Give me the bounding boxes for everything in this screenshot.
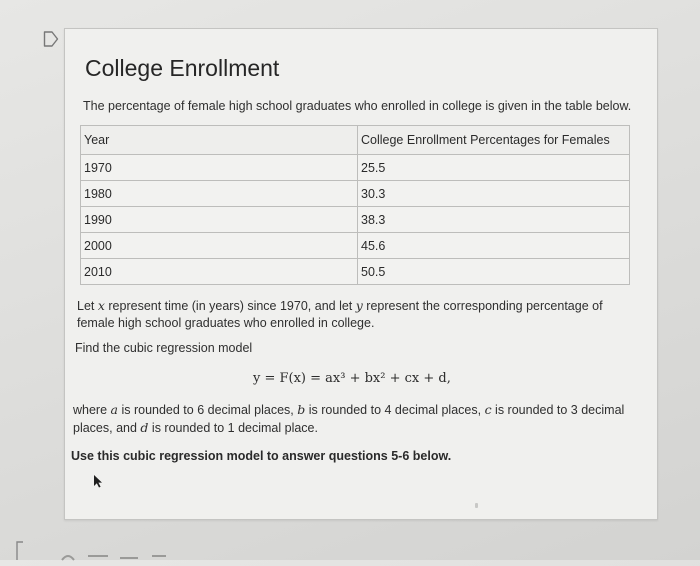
table-row [81, 181, 630, 207]
cell-percentage: 30.3 [358, 181, 630, 207]
table-row [81, 259, 630, 285]
cell-year: 1990 [81, 207, 358, 233]
cell-year: 1980 [81, 181, 358, 207]
page-title: College Enrollment [85, 55, 280, 81]
instruction-text: Find the cubic regression model [75, 341, 253, 355]
variable-c: c [484, 402, 492, 417]
table-row [81, 155, 630, 181]
bookmark-icon[interactable] [43, 30, 59, 48]
mouse-pointer-icon [93, 474, 103, 488]
cubic-model-equation: y = F(x) = ax³ + bx² + cx + d, [253, 371, 451, 386]
column-header-year: Year [81, 126, 358, 155]
variable-d: d [140, 420, 149, 435]
stray-mark [475, 503, 478, 508]
cell-year: 2000 [81, 233, 358, 259]
intro-text: The percentage of female high school graduates who enrolled in college is given in the table below. [83, 99, 632, 113]
cell-year: 2010 [81, 259, 358, 285]
cell-year: 1970 [81, 155, 358, 181]
variable-a: a [110, 402, 118, 417]
variables-paragraph: Let x represent time (in years) since 1970, and let y represent the corresponding percentage of female high school graduates who enrolled in college. [77, 298, 603, 330]
table-header-row [81, 126, 630, 155]
cell-percentage: 50.5 [358, 259, 630, 285]
cell-percentage: 38.3 [358, 207, 630, 233]
table-row [81, 207, 630, 233]
rounding-paragraph: where a is rounded to 6 decimal places, b is rounded to 4 decimal places, c is rounded to 3 decimal places, and d is rounded to 1 decimal place. [73, 402, 625, 435]
variable-y: y [355, 298, 363, 313]
next-question-text-peek [60, 546, 680, 566]
variable-x: x [97, 298, 105, 313]
table-row [81, 233, 630, 259]
enrollment-table [80, 125, 630, 285]
next-question-bookmark-icon [14, 540, 24, 560]
cell-percentage: 25.5 [358, 155, 630, 181]
use-model-note: Use this cubic regression model to answer questions 5-6 below. [71, 449, 452, 463]
variable-b: b [297, 402, 306, 417]
question-card [64, 28, 658, 520]
cell-percentage: 45.6 [358, 233, 630, 259]
column-header-percentage: College Enrollment Percentages for Females [358, 126, 630, 155]
